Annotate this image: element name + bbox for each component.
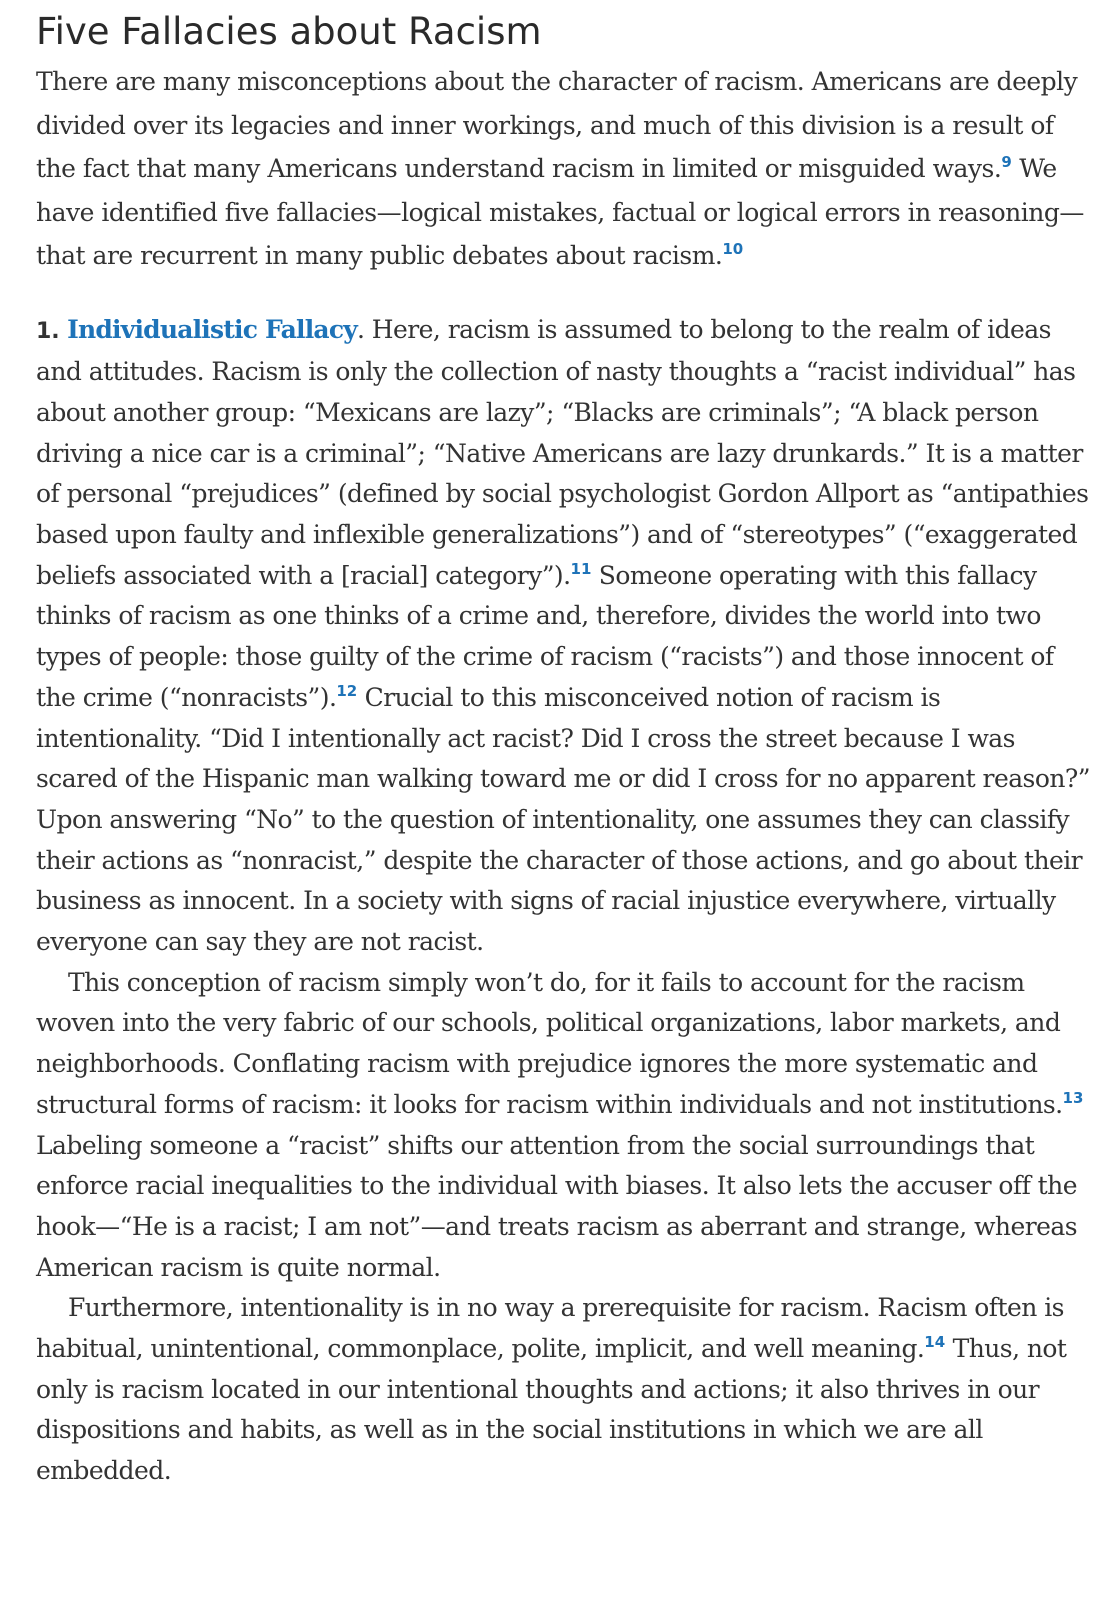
- fallacy-term-link[interactable]: Individualistic Fallacy: [67, 314, 357, 344]
- intro-text-2: We have identified five fallacies—logical mistakes, factual or logical errors in reasoning—that are recurrent in many public debates about racism.: [36, 154, 1084, 270]
- footnote-ref-14[interactable]: 14: [924, 1333, 946, 1352]
- intentionality-paragraph: [36, 1288, 1092, 1492]
- conception-paragraph: [36, 963, 1092, 1289]
- fallacy-1-text-3: Crucial to this misconceived notion of racism is intentionality. “Did I intentionally act racist? Did I cross the street because I was scared of the Hispanic man walking toward me or did I cross for no apparent reason?” Upon answering “No” to the question of intentionality, one assumes they can classify their actions as “nonracist,” despite the character of those actions, and go about their business as innocent. In a society with signs of racial injustice everywhere, virtually everyone can say they are not racist.: [36, 682, 1090, 957]
- conception-text-2: Labeling someone a “racist” shifts our attention from the social surroundings that enforce racial inequalities to the individual with biases. It also lets the accuser off the hook—“He is a racist; I am not”—and treats racism as aberrant and strange, whereas American racism is quite normal.: [36, 1130, 1078, 1282]
- intro-paragraph: [36, 60, 1092, 278]
- intro-text-1: There are many misconceptions about the character of racism. Americans are deeply divided over its legacies and inner workings, and much of this division is a result of the fact that many Americans understand racism in limited or misguided ways.: [36, 67, 1078, 183]
- footnote-ref-9[interactable]: 9: [1001, 153, 1012, 171]
- footnote-ref-10[interactable]: 10: [722, 240, 744, 258]
- intentionality-text-2: Thus, not only is racism located in our intentional thoughts and actions; it also thrives in our dispositions and habits, as well as in the social institutions in which we are all embedded.: [36, 1334, 1067, 1486]
- footnote-ref-13[interactable]: 13: [1062, 1088, 1084, 1107]
- fallacy-1-text-2: Someone operating with this fallacy thinks of racism as one thinks of a crime and, therefore, divides the world into two types of people: those guilty of the crime of racism (“racists”) and those innocent of the crime (“nonracists”).: [36, 560, 1054, 712]
- fallacy-1-paragraph: [36, 310, 1092, 963]
- section-heading: Five Fallacies about Racism: [36, 10, 542, 53]
- footnote-ref-12[interactable]: 12: [336, 681, 358, 700]
- intentionality-text-1: Furthermore, intentionality is in no way a prerequisite for racism. Racism often is habitual, unintentional, commonplace, polite, implicit, and well meaning.: [36, 1293, 1064, 1364]
- fallacy-1-text-1: . Here, racism is assumed to belong to the realm of ideas and attitudes. Racism is only the collection of nasty thoughts a “racist individual” has about another group: “Mexicans are lazy”; “Blacks are criminals”; “A black person driving a nice car is a criminal”; “Native Americans are lazy drunkards.” It is a matter of personal “prejudices” (defined by social psychologist Gordon Allport as “antipathies based upon faulty and inflexible generalizations”) and of “stereotypes” (“exaggerated beliefs associated with a [racial] category”).: [36, 314, 1089, 590]
- footnote-ref-11[interactable]: 11: [570, 559, 592, 578]
- conception-text-1: This conception of racism simply won’t do, for it fails to account for the racism woven into the very fabric of our schools, political organizations, labor markets, and neighborhoods. Conflating racism with prejudice ignores the more systematic and structural forms of racism: it looks for racism within individuals and not institutions.: [36, 967, 1063, 1119]
- fallacy-number: 1.: [36, 318, 60, 344]
